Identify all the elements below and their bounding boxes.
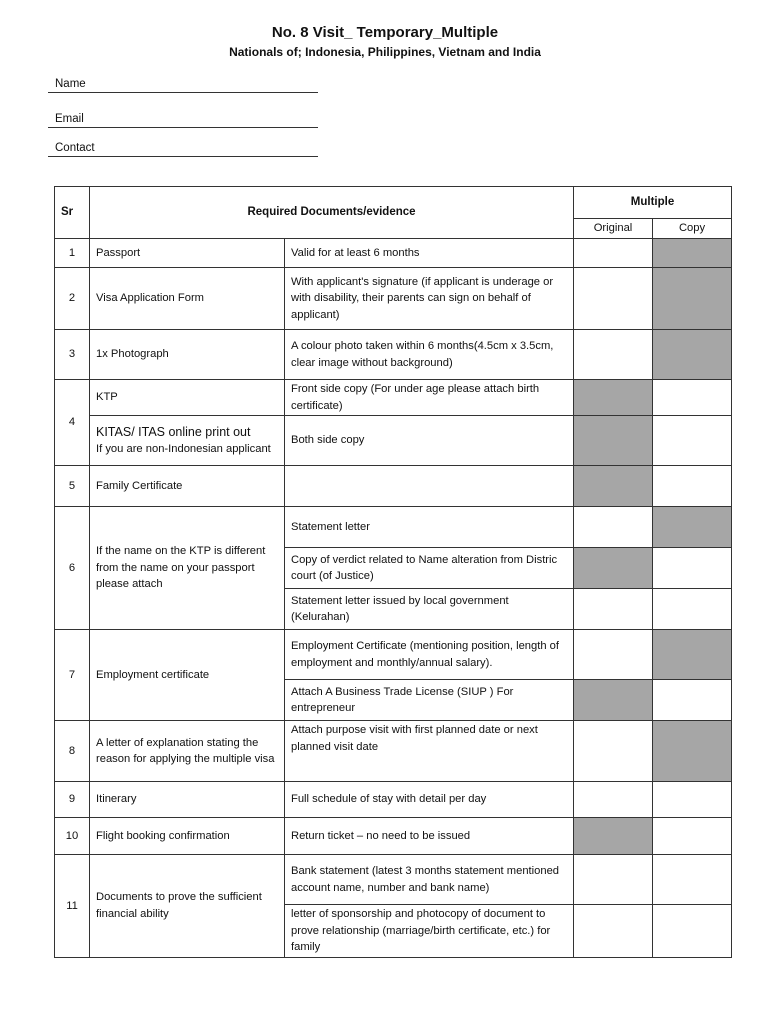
page-title: No. 8 Visit_ Temporary_Multiple [271,24,499,41]
required-documents-table [54,186,732,958]
row-sr: 1 [55,239,90,268]
original-cell-shaded [574,818,653,855]
original-checkbox[interactable] [574,239,653,268]
row-document: Flight booking confirmation [90,818,285,855]
row-document-title: KITAS/ ITAS online print out [96,424,251,439]
row-document: KTP [90,380,285,416]
table-row [55,416,732,466]
original-cell-shaded [574,380,653,416]
row-sr: 11 [55,855,90,958]
name-field[interactable] [48,78,318,93]
table-row [55,818,732,855]
name-label: Name [55,78,86,90]
row-sr: 8 [55,721,90,782]
copy-checkbox[interactable] [653,380,732,416]
table-row [55,782,732,818]
row-details: Front side copy (For under age please attach birth certificate) [285,380,574,416]
row-document [90,416,285,466]
row-details: Employment Certificate (mentioning position, length of employment and monthly/annual salary). [285,630,574,680]
email-label: Email [55,113,84,125]
table-row [55,630,732,680]
original-cell-shaded [574,466,653,507]
table-row [55,239,732,268]
row-sr: 5 [55,466,90,507]
row-details: letter of sponsorship and photocopy of document to prove relationship (marriage/birth certificate, etc.) for family [285,905,574,958]
header-copy: Copy [653,219,732,239]
original-checkbox[interactable] [574,630,653,680]
row-sr: 3 [55,330,90,380]
row-details: Bank statement (latest 3 months statement mentioned account name, number and bank name) [285,855,574,905]
copy-cell-shaded [653,507,732,548]
row-details: Both side copy [285,416,574,466]
original-checkbox[interactable] [574,268,653,330]
header-documents: Required Documents/evidence [90,187,574,239]
row-details: A colour photo taken within 6 months(4.5cm x 3.5cm, clear image without background) [285,330,574,380]
copy-checkbox[interactable] [653,855,732,905]
header-sr: Sr [55,187,90,239]
row-document: Visa Application Form [90,268,285,330]
header-original: Original [574,219,653,239]
original-cell-shaded [574,548,653,589]
row-sr: 4 [55,380,90,466]
copy-checkbox[interactable] [653,466,732,507]
row-sr: 6 [55,507,90,630]
original-checkbox[interactable] [574,507,653,548]
original-checkbox[interactable] [574,855,653,905]
row-document: A letter of explanation stating the reason for applying the multiple visa [90,721,285,782]
contact-label: Contact [55,142,95,154]
table-row [55,855,732,905]
row-details: Attach A Business Trade License (SIUP ) For entrepreneur [285,680,574,721]
original-checkbox[interactable] [574,721,653,782]
table-row [55,466,732,507]
original-checkbox[interactable] [574,589,653,630]
row-document: Passport [90,239,285,268]
original-checkbox[interactable] [574,330,653,380]
row-document: If the name on the KTP is different from the name on your passport please attach [90,507,285,630]
row-document: Documents to prove the sufficient financial ability [90,855,285,958]
contact-field[interactable] [48,142,318,157]
copy-cell-shaded [653,239,732,268]
copy-checkbox[interactable] [653,782,732,818]
row-details: Statement letter issued by local government (Kelurahan) [285,589,574,630]
table-row [55,380,732,416]
row-sr: 7 [55,630,90,721]
row-details: Full schedule of stay with detail per day [285,782,574,818]
row-document: 1x Photograph [90,330,285,380]
copy-checkbox[interactable] [653,416,732,466]
email-field[interactable] [48,113,318,128]
row-sr: 10 [55,818,90,855]
original-checkbox[interactable] [574,905,653,958]
copy-checkbox[interactable] [653,818,732,855]
table-row [55,721,732,782]
table-row [55,507,732,548]
original-checkbox[interactable] [574,782,653,818]
row-document: Family Certificate [90,466,285,507]
row-details: Valid for at least 6 months [285,239,574,268]
table-row [55,330,732,380]
header-multiple: Multiple [574,187,732,219]
row-sr: 9 [55,782,90,818]
copy-checkbox[interactable] [653,589,732,630]
copy-checkbox[interactable] [653,680,732,721]
row-details [285,466,574,507]
row-document: Employment certificate [90,630,285,721]
copy-cell-shaded [653,630,732,680]
copy-cell-shaded [653,721,732,782]
row-details: With applicant's signature (if applicant is underage or with disability, their parents can sign on behalf of applicant) [285,268,574,330]
page-subtitle: Nationals of; Indonesia, Philippines, Vietnam and India [229,45,541,59]
original-cell-shaded [574,416,653,466]
table-row [55,268,732,330]
row-document: Itinerary [90,782,285,818]
copy-cell-shaded [653,268,732,330]
row-details: Return ticket – no need to be issued [285,818,574,855]
row-details: Statement letter [285,507,574,548]
original-cell-shaded [574,680,653,721]
row-details: Copy of verdict related to Name alteration from Distric court (of Justice) [285,548,574,589]
copy-cell-shaded [653,330,732,380]
row-details: Attach purpose visit with first planned date or next planned visit date [285,721,574,782]
row-document-note: If you are non-Indonesian applicant [96,443,271,455]
copy-checkbox[interactable] [653,548,732,589]
copy-checkbox[interactable] [653,905,732,958]
row-sr: 2 [55,268,90,330]
